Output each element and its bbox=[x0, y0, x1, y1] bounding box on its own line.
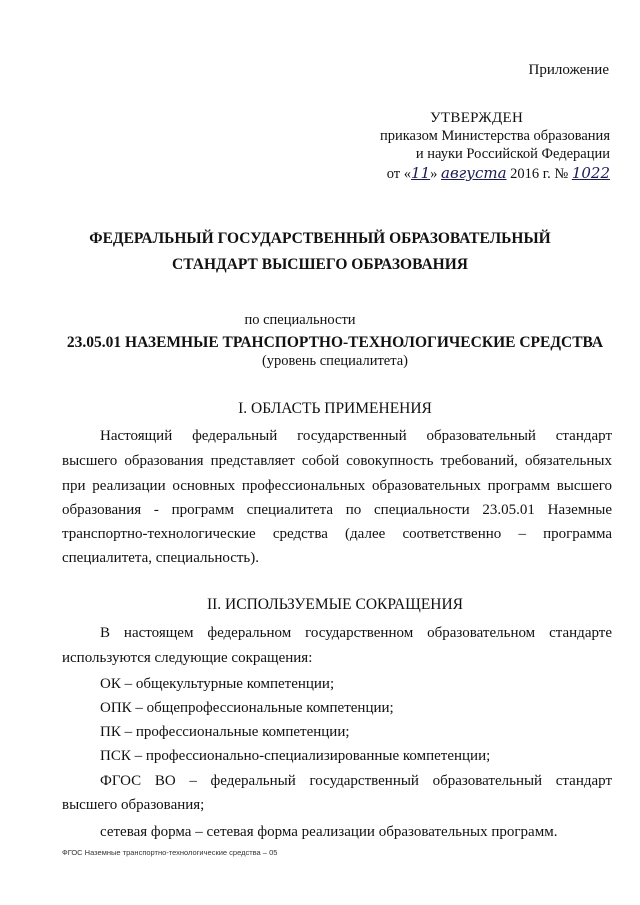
abbreviation-item: ОПК – общепрофессиональные компетенции; bbox=[100, 700, 394, 716]
document-title-line-2: СТАНДАРТ ВЫСШЕГО ОБРАЗОВАНИЯ bbox=[172, 256, 468, 273]
fgos-line-1: ФГОС ВО – федеральный государственный образовательный стандарт bbox=[100, 773, 612, 789]
section-2-intro-line-1: В настоящем федеральном государственном образовательном стандарте bbox=[100, 625, 612, 641]
section-2-title: II. ИСПОЛЬЗУЕМЫЕ СОКРАЩЕНИЯ bbox=[206, 596, 464, 613]
fgos-line-2: высшего образования; bbox=[62, 797, 205, 813]
network-form-line: сетевая форма – сетевая форма реализации образовательных программ. bbox=[100, 824, 558, 840]
order-year: 2016 г. № bbox=[506, 166, 572, 182]
section-1-title: I. ОБЛАСТЬ ПРИМЕНЕНИЯ bbox=[238, 400, 432, 417]
order-day-handwritten: 11 bbox=[411, 164, 431, 182]
order-line-1: приказом Министерства образования bbox=[379, 128, 610, 144]
order-month-handwritten: августа bbox=[441, 164, 507, 182]
section-1-line: транспортно-технологические средства (далее соответственно – программа bbox=[62, 526, 612, 542]
section-1-line: Настоящий федеральный государственный образовательный стандарт bbox=[100, 428, 612, 444]
document-title-line-1: ФЕДЕРАЛЬНЫЙ ГОСУДАРСТВЕННЫЙ ОБРАЗОВАТЕЛЬНЫЙ bbox=[89, 230, 551, 247]
appendix-label: Приложение bbox=[528, 62, 609, 78]
section-2-intro-line-2: используются следующие сокращения: bbox=[62, 650, 313, 666]
page-footer: ФГОС Наземные транспортно-технологические средства – 05 bbox=[62, 848, 278, 857]
abbreviation-item: ПК – профессиональные компетенции; bbox=[100, 724, 350, 740]
order-line-3 bbox=[344, 164, 610, 183]
specialty-level: (уровень специалитета) bbox=[261, 353, 409, 369]
approved-label: УТВЕРЖДЕН bbox=[430, 110, 524, 126]
abbreviation-item: ПСК – профессионально-специализированные компетенции; bbox=[100, 748, 491, 764]
section-1-line: при реализации основных профессиональных образовательных программ высшего bbox=[62, 478, 612, 494]
section-1-line: специалитета, специальность). bbox=[62, 550, 260, 566]
specialty-by-label: по специальности bbox=[244, 312, 356, 328]
order-prefix: от « bbox=[386, 166, 412, 182]
section-1-line: высшего образования представляет собой совокупность требований, обязательных bbox=[62, 453, 612, 469]
order-number-handwritten: 1022 bbox=[571, 164, 610, 182]
specialty-title: 23.05.01 НАЗЕМНЫЕ ТРАНСПОРТНО-ТЕХНОЛОГИЧЕСКИЕ СРЕДСТВА bbox=[66, 334, 604, 351]
section-1-line: образования - программ специалитета по специальности 23.05.01 Наземные bbox=[62, 502, 612, 518]
order-line-2: и науки Российской Федерации bbox=[415, 146, 610, 162]
abbreviation-item: ОК – общекультурные компетенции; bbox=[100, 676, 335, 692]
order-mid: » bbox=[430, 166, 441, 182]
